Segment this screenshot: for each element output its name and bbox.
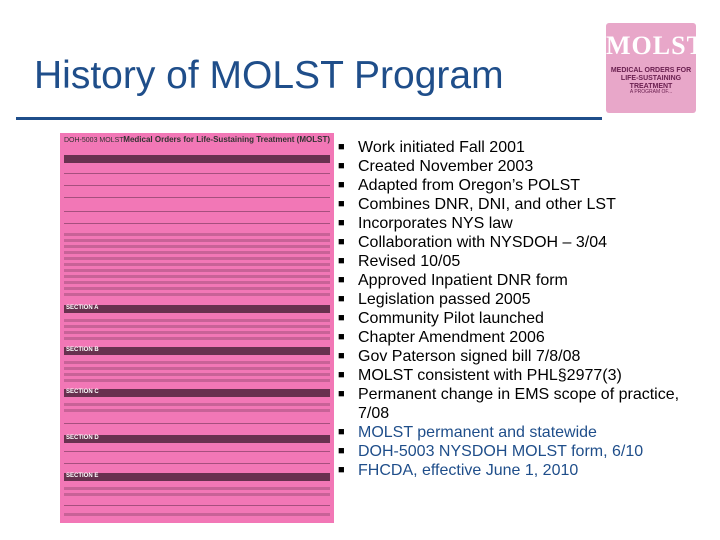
square-bullet-icon: ■ bbox=[338, 350, 345, 362]
bullet-text: Incorporates NYS law bbox=[358, 215, 513, 232]
form-text bbox=[64, 287, 330, 290]
bullet-text: Collaboration with NYSDOH – 3/04 bbox=[358, 234, 608, 251]
square-bullet-icon: ■ bbox=[338, 445, 345, 457]
form-text bbox=[64, 251, 330, 254]
square-bullet-icon: ■ bbox=[338, 293, 345, 305]
bullet-item bbox=[338, 366, 710, 385]
form-line bbox=[64, 463, 330, 464]
molst-form-image bbox=[60, 133, 334, 523]
bullet-item bbox=[338, 214, 710, 233]
form-section-label: SECTION B bbox=[66, 347, 99, 353]
form-line bbox=[64, 223, 330, 224]
form-text bbox=[64, 409, 330, 412]
form-section-label: SECTION A bbox=[66, 305, 99, 311]
form-text bbox=[64, 281, 330, 284]
form-text bbox=[64, 245, 330, 248]
form-text bbox=[64, 361, 330, 364]
bullet-text: Legislation passed 2005 bbox=[358, 291, 531, 308]
bullet-text: Revised 10/05 bbox=[358, 253, 461, 270]
bullet-item bbox=[338, 461, 710, 480]
slide-title: History of MOLST Program bbox=[34, 54, 504, 97]
bullet-item bbox=[338, 138, 710, 157]
bullet-item bbox=[338, 309, 710, 328]
form-text bbox=[64, 379, 330, 382]
square-bullet-icon: ■ bbox=[338, 160, 345, 172]
bullet-item bbox=[338, 271, 710, 290]
form-text bbox=[64, 319, 330, 322]
bullet-item bbox=[338, 157, 710, 176]
form-section-label: SECTION C bbox=[66, 389, 99, 395]
title-underline bbox=[16, 117, 602, 120]
bullet-text: FHCDA, effective June 1, 2010 bbox=[358, 462, 579, 479]
form-text bbox=[64, 487, 330, 490]
square-bullet-icon: ■ bbox=[338, 426, 345, 438]
logo-subtitle: MEDICAL ORDERS FOR LIFE-SUSTAINING TREATMENT bbox=[610, 67, 692, 90]
form-line bbox=[64, 423, 330, 424]
form-title: Medical Orders for Life-Sustaining Treatment (MOLST) bbox=[123, 135, 330, 144]
square-bullet-icon: ■ bbox=[338, 464, 345, 476]
molst-logo bbox=[606, 23, 705, 113]
square-bullet-icon: ■ bbox=[338, 274, 345, 286]
form-text bbox=[64, 493, 330, 496]
bullet-text: Permanent change in EMS scope of practice, 7/08 bbox=[358, 386, 680, 422]
bullet-item bbox=[338, 195, 710, 214]
logo-tagline: A PROGRAM OF... bbox=[629, 89, 673, 95]
form-line bbox=[64, 211, 330, 212]
form-section-bar bbox=[64, 389, 330, 397]
bullet-item bbox=[338, 347, 710, 366]
form-text bbox=[64, 233, 330, 236]
form-text bbox=[64, 367, 330, 370]
square-bullet-icon: ■ bbox=[338, 255, 345, 267]
form-text bbox=[64, 269, 330, 272]
bullet-text: MOLST consistent with PHL§2977(3) bbox=[358, 367, 622, 384]
form-text bbox=[64, 403, 330, 406]
form-text bbox=[64, 373, 330, 376]
square-bullet-icon: ■ bbox=[338, 217, 345, 229]
bullet-text: Work initiated Fall 2001 bbox=[358, 139, 525, 156]
square-bullet-icon: ■ bbox=[338, 141, 345, 153]
history-bullet-list bbox=[338, 138, 710, 480]
form-section-bar bbox=[64, 435, 330, 443]
form-text bbox=[64, 337, 330, 340]
form-text bbox=[64, 257, 330, 260]
bullet-item bbox=[338, 442, 710, 461]
form-section-bar bbox=[64, 305, 330, 313]
bullet-text: Chapter Amendment 2006 bbox=[358, 329, 545, 346]
bullet-text: DOH-5003 NYSDOH MOLST form, 6/10 bbox=[358, 443, 644, 460]
form-line bbox=[64, 197, 330, 198]
form-text bbox=[64, 293, 330, 296]
bullet-text: Approved Inpatient DNR form bbox=[358, 272, 568, 289]
square-bullet-icon: ■ bbox=[338, 331, 345, 343]
square-bullet-icon: ■ bbox=[338, 236, 345, 248]
bullet-text: Combines DNR, DNI, and other LST bbox=[358, 196, 616, 213]
bullet-item bbox=[338, 423, 710, 442]
form-header-id: DOH-5003 MOLST bbox=[64, 137, 124, 144]
form-text bbox=[64, 239, 330, 242]
form-bar bbox=[64, 155, 330, 163]
square-bullet-icon: ■ bbox=[338, 312, 345, 324]
bullet-item bbox=[338, 176, 710, 195]
form-section-label: SECTION E bbox=[66, 473, 99, 479]
form-text bbox=[64, 331, 330, 334]
bullet-item bbox=[338, 385, 710, 423]
form-section-bar bbox=[64, 347, 330, 355]
square-bullet-icon: ■ bbox=[338, 388, 345, 400]
form-line bbox=[64, 185, 330, 186]
form-line bbox=[64, 505, 330, 506]
bullet-text: Community Pilot launched bbox=[358, 310, 544, 327]
form-text bbox=[64, 325, 330, 328]
bullet-item bbox=[338, 252, 710, 271]
form-section-label: SECTION D bbox=[66, 435, 99, 441]
square-bullet-icon: ■ bbox=[338, 369, 345, 381]
bullet-item bbox=[338, 233, 710, 252]
form-line bbox=[64, 451, 330, 452]
bullet-text: Created November 2003 bbox=[358, 158, 534, 175]
square-bullet-icon: ■ bbox=[338, 198, 345, 210]
bullet-text: MOLST permanent and statewide bbox=[358, 424, 597, 441]
square-bullet-icon: ■ bbox=[338, 179, 345, 191]
bullet-text: Adapted from Oregon’s POLST bbox=[358, 177, 581, 194]
form-section-bar bbox=[64, 473, 330, 481]
form-text bbox=[64, 513, 330, 516]
bullet-item bbox=[338, 290, 710, 309]
form-text bbox=[64, 275, 330, 278]
form-line bbox=[64, 173, 330, 174]
form-text bbox=[64, 263, 330, 266]
logo-word: MOLST bbox=[606, 31, 705, 60]
bullet-text: Gov Paterson signed bill 7/8/08 bbox=[358, 348, 581, 365]
bullet-item bbox=[338, 328, 710, 347]
